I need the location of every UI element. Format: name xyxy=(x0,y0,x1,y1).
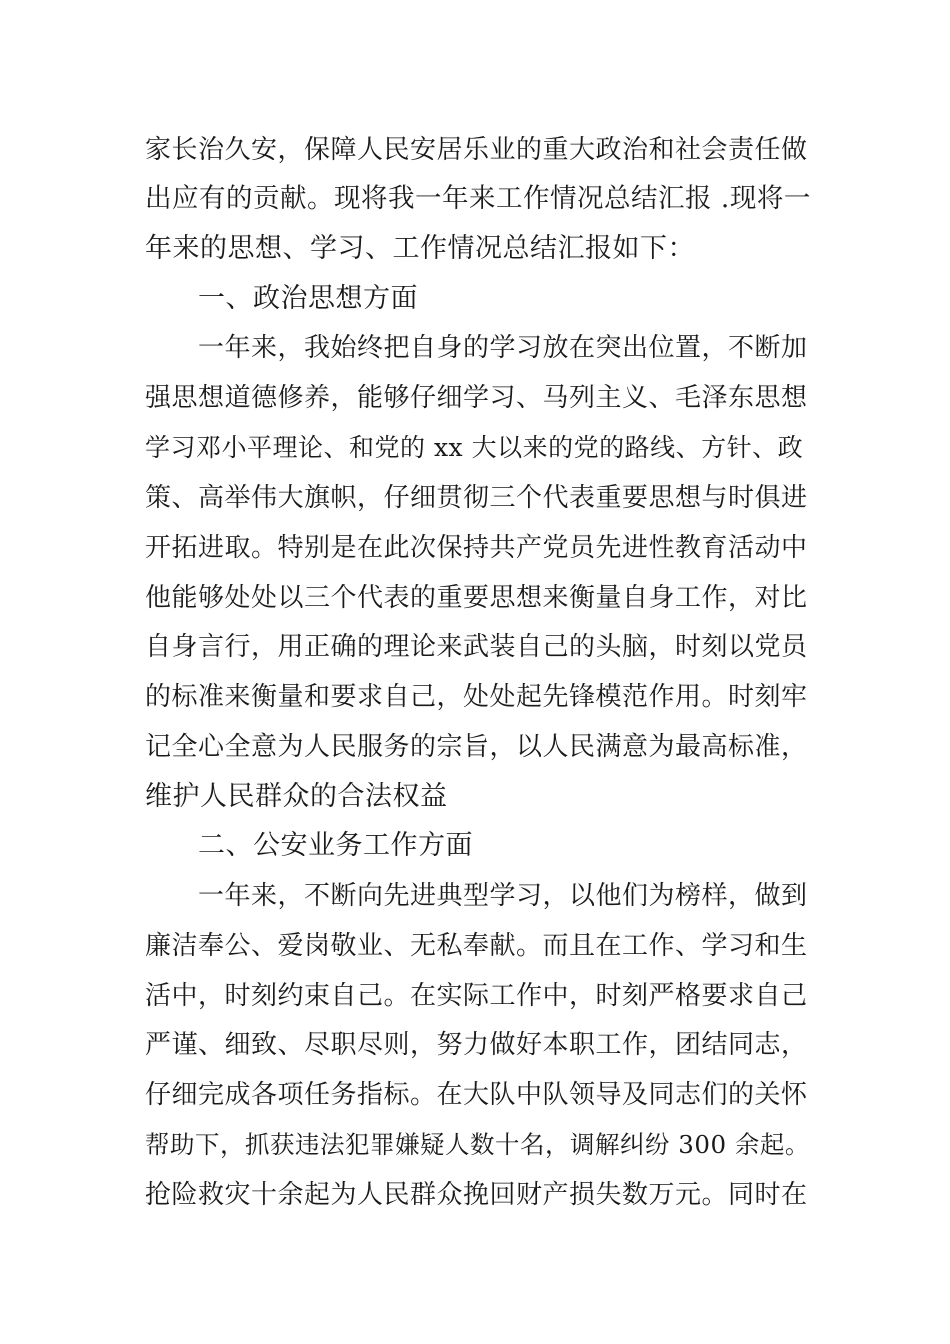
text-line: 开拓进取。特别是在此次保持共产党员先进性教育活动中 xyxy=(145,533,808,563)
text-line: 年来的思想、学习、工作情况总结汇报如下： xyxy=(145,233,695,264)
text-line: 帮助下，抓获违法犯罪嫌疑人数十名，调解纠纷 300 余起。 xyxy=(145,1130,810,1159)
text-line: 记全心全意为人民服务的宗旨，以人民满意为最高标准， xyxy=(145,732,808,762)
section-heading: 一、政治思想方面 xyxy=(198,283,418,314)
section-heading: 二、公安业务工作方面 xyxy=(198,830,473,861)
text-line: 出应有的贡献。现将我一年来工作情况总结汇报 .现将一 xyxy=(145,183,811,214)
text-line: 一年来，不断向先进典型学习，以他们为榜样，做到 xyxy=(198,881,808,911)
text-line: 活中，时刻约束自己。在实际工作中，时刻严格要求自己 xyxy=(145,981,808,1011)
text-line: 学习邓小平理论、和党的 xx 大以来的党的路线、方针、政 xyxy=(145,433,804,462)
text-line: 自身言行，用正确的理论来武装自己的头脑，时刻以党员 xyxy=(145,632,808,662)
text-line: 他能够处处以三个代表的重要思想来衡量自身工作，对比 xyxy=(145,583,808,613)
text-line: 策、高举伟大旗帜，仔细贯彻三个代表重要思想与时俱进 xyxy=(145,483,808,513)
text-line: 一年来，我始终把自身的学习放在突出位置，不断加 xyxy=(198,333,808,363)
text-line: 的标准来衡量和要求自己，处处起先锋模范作用。时刻牢 xyxy=(145,682,808,712)
text-line: 抢险救灾十余起为人民群众挽回财产损失数万元。同时在 xyxy=(145,1180,808,1210)
text-line: 维护人民群众的合法权益 xyxy=(145,781,448,812)
text-line: 严谨、细致、尽职尽则，努力做好本职工作，团结同志， xyxy=(145,1030,808,1060)
text-line: 家长治久安，保障人民安居乐业的重大政治和社会责任做 xyxy=(145,135,808,165)
text-line: 廉洁奉公、爱岗敬业、无私奉献。而且在工作、学习和生 xyxy=(145,931,808,961)
text-line: 仔细完成各项任务指标。在大队中队领导及同志们的关怀 xyxy=(145,1080,808,1110)
text-line: 强思想道德修养，能够仔细学习、马列主义、毛泽东思想 xyxy=(145,383,808,413)
